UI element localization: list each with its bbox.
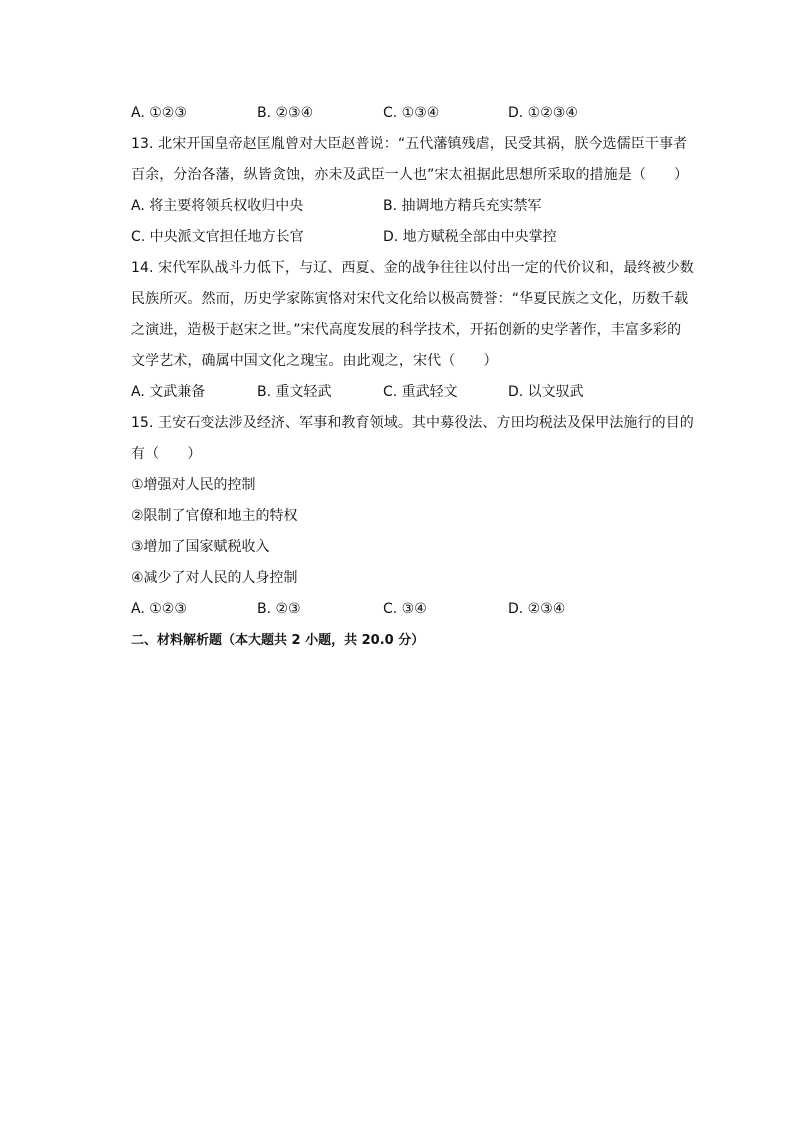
q15-statement-2: ②限制了官僚和地主的特权 — [131, 508, 298, 524]
q14-text-line-1: 14. 宋代军队战斗力低下，与辽、西夏、金的战争往往以付出一定的代价议和，最终被少数 — [131, 260, 694, 276]
q14-text-line-3: 之演进，造极于赵宋之世。”宋代高度发展的科学技术，开拓创新的史学著作，丰富多彩的 — [131, 322, 682, 338]
q12-option-d: D. ①②③④ — [508, 105, 578, 121]
q13-text-line-2: 百余，分治各藩，纵皆贪蚀，亦未及武臣一人也”宋太祖据此思想所采取的措施是（ ） — [131, 167, 689, 183]
q13-option-b: B. 抽调地方精兵充实禁军 — [383, 198, 542, 214]
q13-option-d: D. 地方赋税全部由中央掌控 — [383, 229, 557, 245]
q12-option-a: A. ①②③ — [131, 105, 187, 121]
q15-option-d: D. ②③④ — [508, 601, 566, 617]
q14-option-a: A. 文武兼备 — [131, 384, 206, 400]
section-2-heading: 二、材料解析题（本大题共 2 小题，共 20.0 分） — [131, 633, 425, 648]
q13-text-line-1: 13. 北宋开国皇帝赵匡胤曾对大臣赵普说：“五代藩镇残虐，民受其祸，朕今选儒臣干事者 — [131, 136, 688, 152]
q13-option-c: C. 中央派文官担任地方长官 — [131, 229, 304, 245]
q15-statement-1: ①增强对人民的控制 — [131, 477, 256, 493]
q14-option-b: B. 重文轻武 — [257, 384, 332, 400]
q12-option-b: B. ②③④ — [257, 105, 314, 121]
q15-option-b: B. ②③ — [257, 601, 301, 617]
q14-text-line-4: 文学艺术，确属中国文化之瑰宝。由此观之，宋代（ ） — [131, 353, 498, 369]
q15-statement-3: ③增加了国家赋税收入 — [131, 539, 270, 555]
q14-options-row — [131, 377, 697, 408]
q15-option-a: A. ①②③ — [131, 601, 187, 617]
exam-page — [131, 98, 697, 656]
q14-text-line-2: 民族所灭。然而，历史学家陈寅恪对宋代文化给以极高赞誉：“华夏民族之文化，历数千载 — [131, 291, 689, 307]
q15-options-row — [131, 594, 697, 625]
q14-option-d: D. 以文驭武 — [508, 384, 584, 400]
q13-options-row-2 — [131, 222, 697, 253]
q13-option-a: A. 将主要将领兵权收归中央 — [131, 198, 304, 214]
q15-statement-4: ④减少了对人民的人身控制 — [131, 570, 298, 586]
q12-option-c: C. ①③④ — [383, 105, 440, 121]
q15-text-line-2: 有（ ） — [131, 446, 202, 462]
q13-options-row-1 — [131, 191, 697, 222]
q15-option-c: C. ③④ — [383, 601, 427, 617]
q12-options-row — [131, 98, 697, 129]
q14-option-c: C. 重武轻文 — [383, 384, 458, 400]
q15-text-line-1: 15. 王安石变法涉及经济、军事和教育领域。其中募役法、方田均税法及保甲法施行的目的 — [131, 415, 694, 431]
